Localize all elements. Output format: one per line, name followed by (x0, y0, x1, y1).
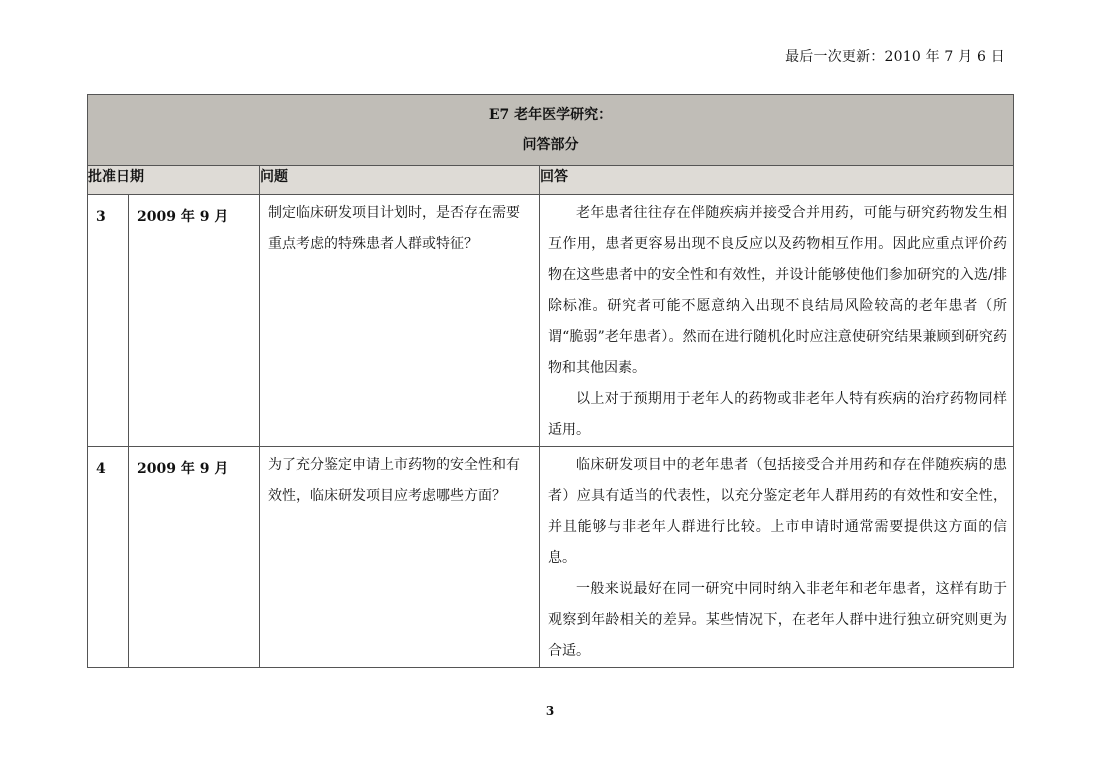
row-date: 2009 年 9 月 (129, 195, 260, 447)
table-row (88, 447, 1014, 668)
row-date: 2009 年 9 月 (129, 447, 260, 668)
qa-table (87, 94, 1014, 668)
row-question: 为了充分鉴定申请上市药物的安全性和有效性，临床研发项目应考虑哪些方面？ (260, 447, 540, 668)
header-question: 问题 (260, 166, 540, 195)
last-updated-date: 最后一次更新：2010 年 7 月 6 日 (785, 49, 1005, 65)
row-question: 制定临床研发项目计划时，是否存在需要重点考虑的特殊患者人群或特征？ (260, 195, 540, 447)
table-title: E7 老年医学研究： (488, 107, 613, 123)
row-number: 4 (88, 447, 129, 668)
row-answer (540, 447, 1014, 668)
header-approval-date: 批准日期 (88, 166, 260, 195)
table-title-row (88, 95, 1014, 166)
table-subtitle: 问答部分 (522, 137, 579, 153)
answer-paragraph: 老年患者往往存在伴随疾病并接受合并用药，可能与研究药物发生相互作用，患者更容易出现不良反应以及药物相互作用。因此应重点评价药物在这些患者中的安全性和有效性，并设计能够使他们参加研究的入选/排除标准。研究者可能不愿意纳入出现不良结局风险较高的老年患者（所谓“脆弱”老年患者）。然而在进行随机化时应注意使研究结果兼顾到研究药物和其他因素。 (548, 205, 1008, 376)
answer-paragraph: 一般来说最好在同一研究中同时纳入非老年和老年患者，这样有助于观察到年龄相关的差异。某些情况下，在老年人群中进行独立研究则更为合适。 (548, 581, 1008, 659)
table-header-row (88, 166, 1014, 195)
table-title-cell (88, 95, 1014, 166)
header-answer: 回答 (540, 166, 1014, 195)
row-number: 3 (88, 195, 129, 447)
answer-paragraph: 以上对于预期用于老年人的药物或非老年人特有疾病的治疗药物同样适用。 (548, 391, 1008, 438)
answer-paragraph: 临床研发项目中的老年患者（包括接受合并用药和存在伴随疾病的患者）应具有适当的代表性，以充分鉴定老年人群用药的有效性和安全性，并且能够与非老年人群进行比较。上市申请时通常需要提供这方面的信息。 (548, 457, 1008, 566)
page-number: 3 (545, 704, 555, 718)
table-row (88, 195, 1014, 447)
row-answer (540, 195, 1014, 447)
